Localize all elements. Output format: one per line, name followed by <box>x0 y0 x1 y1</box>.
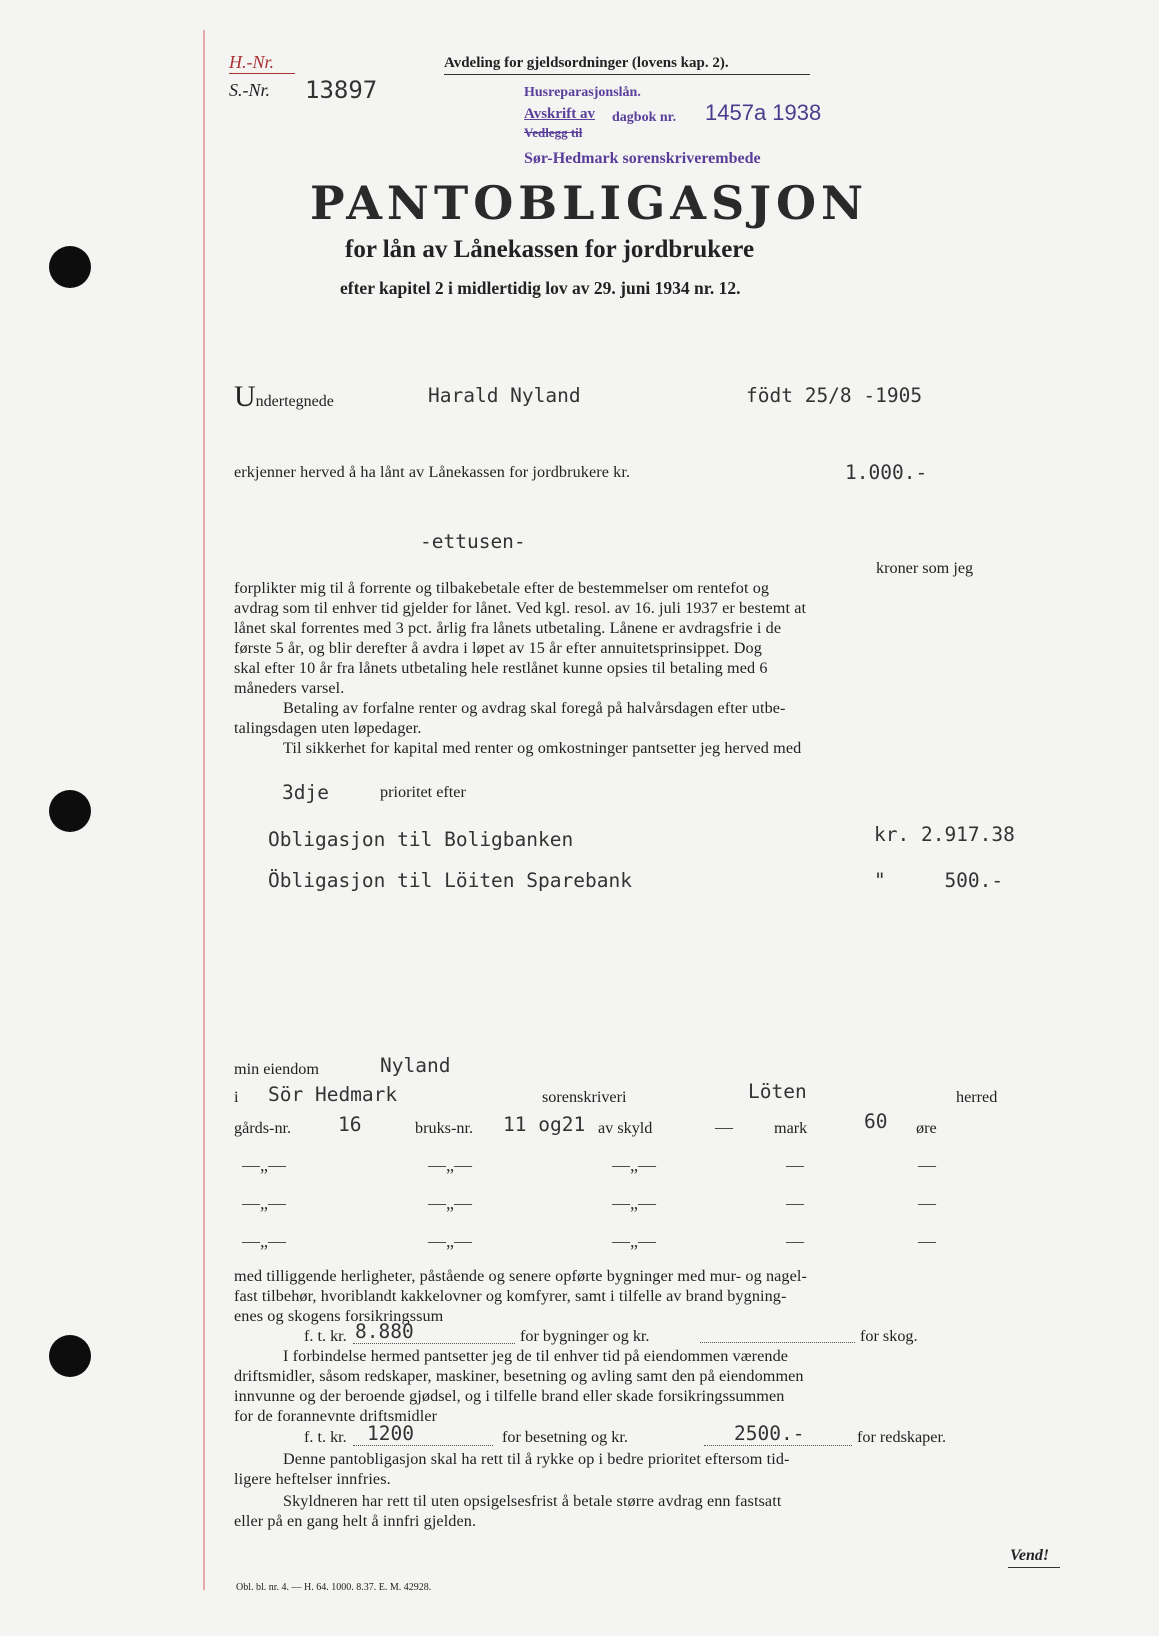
dash-mark: — <box>918 1155 936 1175</box>
forest-label: for skog. <box>860 1327 918 1345</box>
estate-name: Nyland <box>380 1054 451 1077</box>
ditto-mark: —„— <box>612 1193 656 1213</box>
kroner-text: kroner som jeg <box>876 559 974 577</box>
priority-item-amount: " 500.- <box>874 869 1004 892</box>
stamp-struck: Vedlegg til <box>524 125 583 140</box>
dash-mark: — <box>786 1155 804 1175</box>
gards-label: gårds-nr. <box>234 1119 292 1137</box>
equipment-line: driftsmidler, såsom redskaper, maskiner, besetning og avling samt den på eiendommen <box>234 1367 804 1385</box>
ditto-mark: —„— <box>242 1231 286 1251</box>
skyld-label: av skyld <box>598 1119 653 1137</box>
vend-note: Vend! <box>1010 1547 1050 1564</box>
margin-rule <box>203 30 205 1590</box>
ditto-mark: —„— <box>428 1231 472 1251</box>
closing-line: Skyldneren har rett til uten opsigelsesfrist å betale større avdrag enn fastsatt <box>283 1492 782 1510</box>
undersigned-label <box>234 380 334 414</box>
terms-line: skal efter 10 år fra lånets utbetaling hele restlånet kunne opsies til betaling med 6 <box>234 659 768 677</box>
bruks-label: bruks-nr. <box>415 1119 473 1137</box>
terms-line: lånet skal forrentes med 3 pct. årlig fra lånets utbetaling. Lånene er avdragsfrie i de <box>234 619 782 637</box>
terms-line: Til sikkerhet for kapital med renter og omkostninger pantsetter jeg herved med <box>283 739 802 757</box>
insurance-line: fast tilbehør, hvoriblandt kakkelovner og komfyrer, samt i tilfelle av brand bygning- <box>234 1287 787 1305</box>
vend-rule <box>1008 1567 1060 1568</box>
s-nr-value: 13897 <box>305 76 378 104</box>
department-line: Avdeling for gjeldsordninger (lovens kap. 2). <box>444 55 729 71</box>
priority-rank: 3dje <box>282 781 329 804</box>
ore-label: øre <box>916 1119 937 1137</box>
livestock-label: for besetning og kr. <box>502 1428 628 1446</box>
stamp-diary-label: dagbok nr. <box>612 110 677 125</box>
dash-mark: — <box>918 1193 936 1213</box>
closing-line: Denne pantobligasjon skal ha rett til å rykke op i bedre prioritet eftersom tid- <box>283 1450 790 1468</box>
buildings-value: 8.880 <box>353 1320 515 1344</box>
stamp-copy-of: Avskrift av <box>524 106 595 122</box>
municipality: Löten <box>748 1080 807 1103</box>
ore-value: 60 <box>864 1110 888 1133</box>
herred-label: herred <box>956 1088 998 1106</box>
ditto-mark: —„— <box>428 1193 472 1213</box>
ftkr-label: f. t. kr. <box>304 1428 347 1446</box>
ditto-mark: —„— <box>612 1231 656 1251</box>
dash-mark: — <box>918 1231 936 1251</box>
print-info: Obl. bl. nr. 4. — H. 64. 1000. 8.37. E. M. 42928. <box>236 1582 432 1593</box>
dash-mark: — <box>786 1231 804 1251</box>
undersigned-rest: ndertegnede <box>255 393 334 410</box>
tools-label: for redskaper. <box>857 1428 946 1446</box>
ftkr-label: f. t. kr. <box>304 1327 347 1345</box>
stamp-diary-number: 1457a 1938 <box>705 100 822 125</box>
equipment-line: I forbindelse hermed pantsetter jeg de til enhver tid på eiendommen værende <box>283 1347 789 1365</box>
ditto-mark: —„— <box>612 1155 656 1175</box>
priority-item-text: Obligasjon til Boligbanken <box>268 828 574 851</box>
terms-line: talingsdagen uten løpedager. <box>234 719 422 737</box>
bruks-nr: 11 og21 <box>503 1113 586 1136</box>
s-nr-label: S.-Nr. <box>229 80 271 100</box>
h-nr-rule <box>229 73 295 74</box>
loan-amount-words: -ettusen- <box>420 530 526 553</box>
priority-label: prioritet efter <box>380 783 466 801</box>
ditto-mark: —„— <box>242 1193 286 1213</box>
h-nr-label: H.-Nr. <box>229 52 275 72</box>
priority-item-amount: kr. 2.917.38 <box>874 823 1015 846</box>
terms-line: forplikter mig til å forrente og tilbakebetale efter de bestemmelser om rentefot og <box>234 579 770 597</box>
document-subtitle: for lån av Lånekassen for jordbrukere <box>345 236 755 263</box>
closing-line: eller på en gang helt å innfri gjelden. <box>234 1512 477 1530</box>
tools-value: 2500.- <box>704 1422 852 1446</box>
mark-dash: — <box>715 1117 733 1137</box>
law-reference: efter kapitel 2 i midlertidig lov av 29. juni 1934 nr. 12. <box>340 278 741 298</box>
ditto-mark: —„— <box>242 1155 286 1175</box>
closing-line: ligere heftelser innfries. <box>234 1470 391 1488</box>
terms-line: avdrag som til enhver tid gjelder for lånet. Ved kgl. resol. av 16. juli 1937 er bestemt at <box>234 599 807 617</box>
borrower-born: födt 25/8 -1905 <box>746 384 923 407</box>
livestock-value: 1200 <box>353 1422 493 1446</box>
insurance-line: med tilliggende herligheter, påstående og senere opførte bygninger med mur- og nagel- <box>234 1267 807 1285</box>
borrower-name: Harald Nyland <box>428 384 581 407</box>
dash-mark: — <box>786 1193 804 1213</box>
sorenskriveri-label: sorenskriveri <box>542 1088 627 1106</box>
forest-value-blank <box>700 1342 855 1343</box>
equipment-line: innvunne og der beroende gjødsel, og i tilfelle brand eller skade forsikringssummen <box>234 1387 785 1405</box>
priority-item-text: Öbligasjon til Löiten Sparebank <box>268 869 632 892</box>
terms-line: Betaling av forfalne renter og avdrag skal foregå på halvårsdagen efter utbe- <box>283 699 786 717</box>
equipment-line: for de forannevnte driftsmidler <box>234 1407 438 1425</box>
stamp-loan-type: Husreparasjonslån. <box>524 85 641 100</box>
min-eiendom-label: min eiendom <box>234 1060 319 1078</box>
stamp-office: Sør-Hedmark sorenskriverembede <box>524 150 761 167</box>
undersigned-initial: U <box>234 380 256 413</box>
gards-nr: 16 <box>338 1113 362 1136</box>
punch-hole-top <box>49 246 91 288</box>
terms-line: måneders varsel. <box>234 679 345 697</box>
department-rule <box>444 74 810 75</box>
punch-hole-middle <box>49 790 91 832</box>
ditto-mark: —„— <box>428 1155 472 1175</box>
i-label: i <box>234 1088 239 1106</box>
buildings-label: for bygninger og kr. <box>520 1327 650 1345</box>
loan-amount: 1.000.- <box>845 461 928 484</box>
mark-label: mark <box>774 1119 808 1137</box>
acknowledge-text: erkjenner herved å ha lånt av Lånekassen for jordbrukere kr. <box>234 463 631 481</box>
insurance-line: enes og skogens forsikringssum <box>234 1307 444 1325</box>
district: Sör Hedmark <box>268 1083 398 1106</box>
document-title: PANTOBLIGASJON <box>310 176 869 230</box>
terms-line: første 5 år, og blir derefter å avdra i løpet av 15 år efter annuitetsprinsippet. Dog <box>234 639 762 657</box>
punch-hole-bottom <box>49 1335 91 1377</box>
